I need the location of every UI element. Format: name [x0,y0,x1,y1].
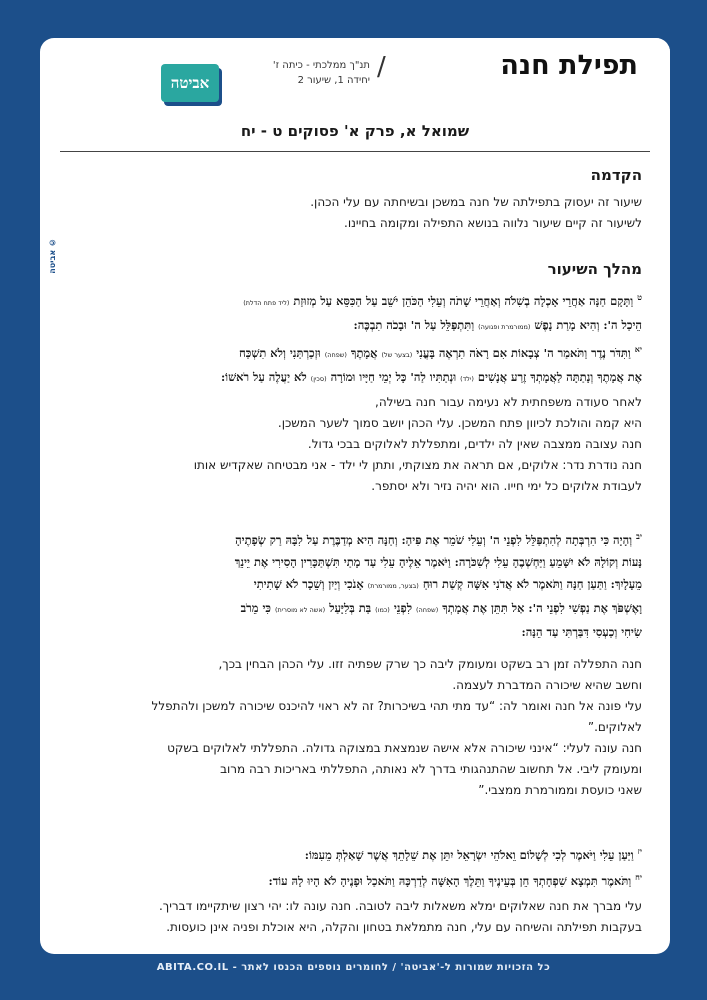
verse-number: יז [637,846,642,856]
verse-gloss: (כמו) [375,605,390,614]
verse-line [62,840,642,866]
explanation-1 [62,392,642,497]
header [145,38,670,104]
text-line: חנה התפללה זמן רב בשקט ומעומק ליבה כך שרק שפתיה זזו. עלי הכהן הבחין בכך, [218,657,642,671]
verse-text: וּזְכַרְתַּנִי וְלֹא תִשְׁכַּח [239,345,321,360]
verse-gloss: (שפחה) [324,350,347,359]
text-line: שאני כועסת וממורמרת ממצבי.” [478,783,642,797]
text-line: חנה עצובה ממצבה שאין לה ילדים, ומתפללת לאלוקים בבכי גדול. [307,437,642,451]
intro-title: הקדמה [590,166,642,184]
verse-number: יח [635,871,642,882]
grade-line: תנ"ך ממלכתי - כיתה ז' [272,60,370,71]
text-line: לאלוקים.” [587,720,642,734]
explanation-2 [62,654,642,801]
divider [60,151,650,152]
text-line: ומעומק ליבי. אל תחשוב שהתנהגותי בדרך לא נאותה, התפללתי באריכות רבה מרוב [220,762,642,776]
source-heading: שמואל א, פרק א' פסוקים ט - יח [240,122,470,140]
logo: אביטה [161,64,219,102]
verse-text: וַתִּדֹּר נֶדֶר וַתֹּאמַר ה' צְבָאוֹת אִם רָאֹה תִרְאֶה בָּעֳנִי [416,345,631,360]
verse-text: אֶת אֲמָתֶךָ וְנָתַתָּה לַאֲמָתְךָ זֶרַע אֲנָשִׁים [477,369,642,384]
verse-text: וַתִּתְפַּלֵּל עַל ה' וּבָכֹה תִבְכֶּה: [353,317,475,332]
verse-text: נָּעוֹת וְקוֹלָהּ לֹא יִשָּׁמֵעַ וַיַּחְשְׁבֶהָ עֵלִי לְשִׁכֹּרָה: וַיֹּאמֶר אֵלֶיהָ עֵלִי עַד מָתַי תִּשְׁתַּכָּרִין הָסִירִי אֶת יֵינֵךְ [234,554,642,569]
unit-line: יחידה 1, שיעור 2 [297,75,370,86]
verse-line [62,525,642,551]
verse-line [62,338,642,366]
text-line: עלי מברך את חנה שאלוקים ימלא משאלות ליבה לטובה. חנה עונה לו: יהי רצון שיתקיימו דבריך. [158,899,642,913]
footer-copyright: כל הזכויות שמורות ל-'אביטה' / לחומרים נוספים הכנסו לאתר - ABITA.CO.IL [156,962,551,973]
verse-gloss: (שפחה) [416,605,439,614]
lesson-title: מהלך השיעור [547,260,642,278]
verse-text: אָנֹכִי וְיַיִן וְשֵׁכָר לֹא שָׁתִיתִי [253,576,364,591]
verse-line [62,366,642,390]
verse-number: ט [637,292,642,302]
copyright-mark: אביטה © [48,238,57,274]
verse-block-1 [62,286,642,390]
verse-text: וּנְתַתִּיו לַה' כָּל יְמֵי חַיָּיו וּמוֹרָה [330,369,457,384]
verse-line [62,573,642,597]
verse-text: וַיַּעַן עֵלִי וַיֹּאמֶר לְכִי לְשָׁלוֹם וֵאלֹהֵי יִשְׂרָאֵל יִתֵּן אֶת שֵׁלָתֵךְ אֲשֶׁר שָׁאַלְתְּ מֵעִמּוֹ: [304,847,634,862]
verse-text: הֵיכַל ה': וְהִיא מָרַת נָפֶשׁ [534,317,642,332]
worksheet-page [40,38,670,954]
intro-text: שיעור זה יעסוק בתפילתה של חנה במשכן ובשיחתה עם עלי הכהן. לשיעור זה קיים שיעור נלווה בנושא התפילה ומקומה בחיינו. [310,195,642,230]
text-line: היא קמה והולכת לכיוון פתח המשכן. עלי הכהן יושב סמוך לשער המשכן. [277,416,642,430]
verse-gloss: (ליד פתח הדלת) [243,298,290,307]
verse-line [62,597,642,621]
verse-text: לֹא יַעֲלֶה עַל רֹאשׁוֹ: [220,369,307,384]
page-title: תפילת חנה [500,50,638,81]
verse-text: שִׂיחִי וְכַעְסִי דִּבַּרְתִּי עַד הֵנָּה: [521,624,642,639]
verse-block-2 [62,525,642,643]
text-line: לאחר סעודה משפחתית לא נעימה עבור חנה בשילה, [375,395,642,409]
verse-gloss: (אשה לא מוסרית) [274,605,326,614]
verse-line [62,286,642,314]
text-line: בעקבות תפילתה והשיחה עם עלי, חנה מתמלאת בטחון והקלה, היא אוכלת ופניה אינן כועסות. [166,920,642,934]
verse-line [62,621,642,643]
title-slash: / [377,52,386,82]
verse-line [62,551,642,573]
verse-gloss: (בצער של) [381,350,413,359]
verse-gloss: (ממורמרת ופגועה) [478,322,531,331]
verse-block-3 [62,840,642,892]
text-line: חנה עונה לעלי: “אינני שיכורה אלא אישה שנמצאת במצוקה גדולה. התפללתי לאלוקים בשקט [167,741,642,755]
verse-text: בַּת בְּלִיָּעַל [329,600,372,615]
verse-line [62,866,642,892]
verse-text: כִּי מֵרֹב [240,600,271,615]
text-line: וחשב שהיא שיכורה המדברת לעצמה. [452,678,642,692]
text-line: עלי פונה אל חנה ואומר לה: “עד מתי תהי בשיכרות? זה לא ראוי להיכנס שיכורה למשכן ולהתפלל [151,699,642,713]
verse-text: וָאֶשְׁפֹּךְ אֶת נַפְשִׁי לִפְנֵי ה': אַל תִּתֵּן אֶת אֲמָתְךָ [442,600,642,615]
verse-gloss: (ילד) [460,374,474,383]
verse-gloss: (סכין) [310,374,327,383]
verse-text: אֲמָתֶךָ [350,345,378,360]
verse-text: לִפְנֵי [393,600,413,615]
verse-text: וְהָיָה כִּי הִרְבְּתָה לְהִתְפַּלֵּל לִפְנֵי ה' וְעֵלִי שֹׁמֵר אֶת פִּיהָ: וְחַנָּה הִיא מְדַבֶּרֶת עַל לִבָּהּ רַק שְׂפָתֶיהָ [235,532,633,547]
verse-line [62,314,642,338]
text-line: לעבודת אלוקים כל ימי חייו. הוא יהיה נזיר ולא יסתפר. [371,479,642,493]
text-line: חנה נודרת נדר: אלוקים, אם תראה את מצוקתי, ותתן לי ילד - אני מבטיחה שאקדיש אותו [193,458,642,472]
verse-number: יא [634,343,642,354]
verse-text: מֵעָלָיִךְ: וַתַּעַן חַנָּה וַתֹּאמֶר לֹא אֲדֹנִי אִשָּׁה קְשַׁת רוּחַ [422,576,642,591]
verse-text: וַתֹּאמֶר תִּמְצָא שִׁפְחָתְךָ חֵן בְּעֵינֶיךָ וַתֵּלֶךְ הָאִשָּׁה לְדַרְכָּהּ וַתֹּאכַל וּפָנֶיהָ לֹא הָיוּ לָהּ עוֹד: [268,873,632,888]
verse-text: וַתָּקָם חַנָּה אַחֲרֵי אָכְלָה בְשִׁלֹה וְאַחֲרֵי שָׁתֹה וְעֵלִי הַכֹּהֵן יֹשֵׁב עַל הַכִּסֵּא עַל מְזוּזַת [293,293,634,308]
verse-gloss: (בצער, ממורמרת) [367,581,419,590]
verse-number: יב [636,531,642,541]
explanation-3 [62,896,642,938]
